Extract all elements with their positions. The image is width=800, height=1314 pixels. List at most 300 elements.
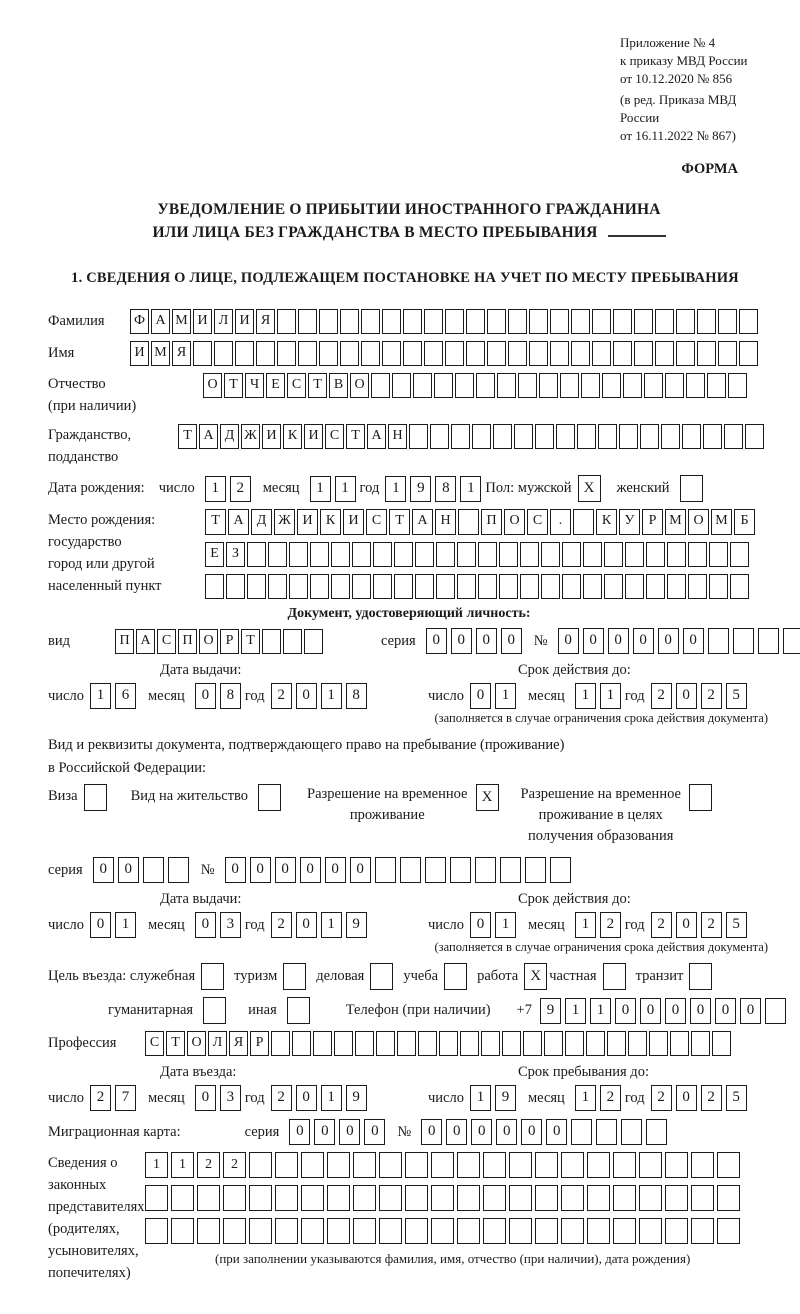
char-cell[interactable] <box>717 1218 740 1244</box>
char-cell[interactable] <box>271 1031 290 1056</box>
char-cell[interactable] <box>334 1031 353 1056</box>
char-cell[interactable] <box>665 1185 688 1211</box>
char-cell[interactable]: X <box>578 475 601 502</box>
char-cell[interactable]: 0 <box>296 1085 317 1111</box>
char-cell[interactable] <box>431 1152 454 1178</box>
char-cell[interactable] <box>697 309 716 334</box>
char-cell[interactable] <box>476 373 495 398</box>
char-cell[interactable] <box>560 373 579 398</box>
char-cell[interactable]: 0 <box>325 857 346 883</box>
char-cell[interactable] <box>535 1185 558 1211</box>
char-cell[interactable]: 0 <box>195 683 216 709</box>
char-cell[interactable]: А <box>199 424 218 449</box>
char-cell[interactable]: 0 <box>296 912 317 938</box>
char-cell[interactable]: 0 <box>250 857 271 883</box>
char-cell[interactable] <box>598 424 617 449</box>
char-cell[interactable] <box>415 542 434 567</box>
char-cell[interactable] <box>403 341 422 366</box>
char-cell[interactable] <box>689 963 712 990</box>
char-cell[interactable] <box>353 1218 376 1244</box>
char-cell[interactable] <box>379 1185 402 1211</box>
char-cell[interactable] <box>550 857 571 883</box>
char-cell[interactable] <box>201 963 224 990</box>
char-cell[interactable]: Р <box>642 509 663 535</box>
char-cell[interactable] <box>502 1031 521 1056</box>
char-cell[interactable]: А <box>228 509 249 535</box>
char-cell[interactable]: С <box>145 1031 164 1056</box>
char-cell[interactable] <box>235 341 254 366</box>
char-cell[interactable] <box>487 309 506 334</box>
char-cell[interactable] <box>623 373 642 398</box>
char-cell[interactable] <box>327 1185 350 1211</box>
char-cell[interactable]: О <box>504 509 525 535</box>
char-cell[interactable]: К <box>320 509 341 535</box>
char-cell[interactable]: 0 <box>715 998 736 1024</box>
char-cell[interactable]: О <box>199 629 218 654</box>
char-cell[interactable]: 9 <box>346 1085 367 1111</box>
char-cell[interactable] <box>424 341 443 366</box>
char-cell[interactable] <box>509 1185 532 1211</box>
char-cell[interactable] <box>327 1218 350 1244</box>
char-cell[interactable] <box>646 574 665 599</box>
char-cell[interactable]: 0 <box>608 628 629 654</box>
char-cell[interactable]: 1 <box>470 1085 491 1111</box>
char-cell[interactable] <box>539 373 558 398</box>
char-cell[interactable]: Т <box>241 629 260 654</box>
char-cell[interactable]: 0 <box>640 998 661 1024</box>
char-cell[interactable] <box>415 574 434 599</box>
char-cell[interactable] <box>424 309 443 334</box>
char-cell[interactable] <box>301 1185 324 1211</box>
char-cell[interactable]: 8 <box>220 683 241 709</box>
char-cell[interactable]: 0 <box>476 628 497 654</box>
char-cell[interactable] <box>509 1152 532 1178</box>
char-cell[interactable] <box>373 574 392 599</box>
char-cell[interactable] <box>497 373 516 398</box>
char-cell[interactable] <box>508 309 527 334</box>
char-cell[interactable]: 1 <box>495 912 516 938</box>
char-cell[interactable]: 0 <box>426 628 447 654</box>
char-cell[interactable] <box>688 542 707 567</box>
char-cell[interactable] <box>739 309 758 334</box>
char-cell[interactable]: 0 <box>289 1119 310 1145</box>
char-cell[interactable] <box>718 309 737 334</box>
char-cell[interactable] <box>665 1218 688 1244</box>
char-cell[interactable]: В <box>329 373 348 398</box>
char-cell[interactable]: И <box>262 424 281 449</box>
char-cell[interactable] <box>712 1031 731 1056</box>
char-cell[interactable]: 1 <box>460 476 481 502</box>
char-cell[interactable] <box>493 424 512 449</box>
char-cell[interactable]: 0 <box>364 1119 385 1145</box>
char-cell[interactable] <box>661 424 680 449</box>
char-cell[interactable] <box>644 373 663 398</box>
char-cell[interactable] <box>352 574 371 599</box>
char-cell[interactable] <box>289 542 308 567</box>
char-cell[interactable]: 2 <box>90 1085 111 1111</box>
char-cell[interactable] <box>655 309 674 334</box>
char-cell[interactable]: 0 <box>615 998 636 1024</box>
char-cell[interactable] <box>370 963 393 990</box>
char-cell[interactable]: Е <box>205 542 224 567</box>
char-cell[interactable] <box>670 1031 689 1056</box>
char-cell[interactable]: 2 <box>271 1085 292 1111</box>
char-cell[interactable] <box>640 424 659 449</box>
char-cell[interactable] <box>382 309 401 334</box>
char-cell[interactable]: Н <box>388 424 407 449</box>
char-cell[interactable]: 0 <box>446 1119 467 1145</box>
char-cell[interactable] <box>691 1031 710 1056</box>
char-cell[interactable]: 0 <box>470 683 491 709</box>
char-cell[interactable] <box>247 542 266 567</box>
char-cell[interactable] <box>500 857 521 883</box>
char-cell[interactable] <box>613 309 632 334</box>
char-cell[interactable] <box>287 997 310 1024</box>
char-cell[interactable] <box>621 1119 642 1145</box>
char-cell[interactable]: А <box>412 509 433 535</box>
char-cell[interactable]: Ч <box>245 373 264 398</box>
char-cell[interactable] <box>573 509 594 535</box>
char-cell[interactable]: М <box>711 509 732 535</box>
char-cell[interactable] <box>529 309 548 334</box>
char-cell[interactable] <box>340 341 359 366</box>
char-cell[interactable]: 0 <box>300 857 321 883</box>
char-cell[interactable]: 0 <box>339 1119 360 1145</box>
char-cell[interactable]: 2 <box>197 1152 220 1178</box>
char-cell[interactable] <box>413 373 432 398</box>
char-cell[interactable] <box>472 424 491 449</box>
char-cell[interactable]: 3 <box>220 912 241 938</box>
char-cell[interactable]: 0 <box>195 1085 216 1111</box>
char-cell[interactable] <box>457 1152 480 1178</box>
char-cell[interactable] <box>639 1185 662 1211</box>
char-cell[interactable]: 2 <box>651 912 672 938</box>
char-cell[interactable]: 0 <box>546 1119 567 1145</box>
char-cell[interactable] <box>256 341 275 366</box>
char-cell[interactable] <box>625 542 644 567</box>
char-cell[interactable] <box>613 1152 636 1178</box>
char-cell[interactable] <box>275 1185 298 1211</box>
char-cell[interactable]: 1 <box>495 683 516 709</box>
char-cell[interactable]: Р <box>250 1031 269 1056</box>
char-cell[interactable] <box>707 373 726 398</box>
char-cell[interactable]: Р <box>220 629 239 654</box>
char-cell[interactable] <box>353 1152 376 1178</box>
char-cell[interactable] <box>783 628 800 654</box>
char-cell[interactable] <box>587 1218 610 1244</box>
char-cell[interactable] <box>168 857 189 883</box>
char-cell[interactable] <box>379 1152 402 1178</box>
char-cell[interactable]: Ф <box>130 309 149 334</box>
char-cell[interactable] <box>628 1031 647 1056</box>
char-cell[interactable] <box>394 574 413 599</box>
char-cell[interactable]: 8 <box>435 476 456 502</box>
char-cell[interactable]: Д <box>220 424 239 449</box>
char-cell[interactable] <box>197 1185 220 1211</box>
char-cell[interactable] <box>745 424 764 449</box>
char-cell[interactable] <box>275 1218 298 1244</box>
char-cell[interactable] <box>457 1185 480 1211</box>
char-cell[interactable] <box>483 1185 506 1211</box>
char-cell[interactable] <box>455 373 474 398</box>
char-cell[interactable] <box>375 857 396 883</box>
char-cell[interactable]: 1 <box>171 1152 194 1178</box>
char-cell[interactable]: 5 <box>726 1085 747 1111</box>
char-cell[interactable]: Е <box>266 373 285 398</box>
char-cell[interactable] <box>518 373 537 398</box>
char-cell[interactable] <box>529 341 548 366</box>
char-cell[interactable] <box>541 542 560 567</box>
char-cell[interactable] <box>587 1185 610 1211</box>
char-cell[interactable] <box>171 1185 194 1211</box>
char-cell[interactable] <box>561 1152 584 1178</box>
char-cell[interactable] <box>283 963 306 990</box>
char-cell[interactable]: Д <box>251 509 272 535</box>
char-cell[interactable]: 2 <box>701 912 722 938</box>
char-cell[interactable]: С <box>366 509 387 535</box>
char-cell[interactable] <box>268 574 287 599</box>
char-cell[interactable] <box>577 424 596 449</box>
char-cell[interactable] <box>457 542 476 567</box>
char-cell[interactable] <box>292 1031 311 1056</box>
char-cell[interactable] <box>689 784 712 811</box>
char-cell[interactable] <box>425 857 446 883</box>
char-cell[interactable]: 2 <box>223 1152 246 1178</box>
char-cell[interactable] <box>619 424 638 449</box>
char-cell[interactable]: 2 <box>271 683 292 709</box>
char-cell[interactable] <box>665 373 684 398</box>
char-cell[interactable] <box>730 574 749 599</box>
char-cell[interactable] <box>649 1031 668 1056</box>
char-cell[interactable]: 1 <box>385 476 406 502</box>
char-cell[interactable]: 2 <box>600 912 621 938</box>
char-cell[interactable]: 0 <box>118 857 139 883</box>
char-cell[interactable]: 0 <box>90 912 111 938</box>
char-cell[interactable] <box>691 1152 714 1178</box>
char-cell[interactable] <box>397 1031 416 1056</box>
char-cell[interactable] <box>728 373 747 398</box>
char-cell[interactable] <box>665 1152 688 1178</box>
char-cell[interactable] <box>327 1152 350 1178</box>
char-cell[interactable] <box>203 997 226 1024</box>
char-cell[interactable]: Ж <box>274 509 295 535</box>
char-cell[interactable] <box>392 373 411 398</box>
char-cell[interactable]: 2 <box>271 912 292 938</box>
char-cell[interactable]: 9 <box>346 912 367 938</box>
char-cell[interactable]: 0 <box>225 857 246 883</box>
char-cell[interactable]: 0 <box>501 628 522 654</box>
char-cell[interactable] <box>249 1152 272 1178</box>
char-cell[interactable]: 2 <box>230 476 251 502</box>
char-cell[interactable] <box>405 1185 428 1211</box>
char-cell[interactable]: И <box>235 309 254 334</box>
char-cell[interactable] <box>667 542 686 567</box>
char-cell[interactable] <box>525 857 546 883</box>
char-cell[interactable]: П <box>481 509 502 535</box>
char-cell[interactable]: С <box>287 373 306 398</box>
char-cell[interactable]: 0 <box>275 857 296 883</box>
char-cell[interactable]: И <box>193 309 212 334</box>
char-cell[interactable]: 1 <box>335 476 356 502</box>
char-cell[interactable] <box>223 1218 246 1244</box>
char-cell[interactable] <box>403 309 422 334</box>
char-cell[interactable] <box>457 574 476 599</box>
char-cell[interactable] <box>730 542 749 567</box>
char-cell[interactable] <box>634 309 653 334</box>
char-cell[interactable] <box>602 373 621 398</box>
char-cell[interactable] <box>283 629 302 654</box>
char-cell[interactable] <box>223 1185 246 1211</box>
char-cell[interactable]: 1 <box>321 1085 342 1111</box>
char-cell[interactable] <box>603 963 626 990</box>
char-cell[interactable] <box>708 628 729 654</box>
char-cell[interactable] <box>581 373 600 398</box>
char-cell[interactable] <box>655 341 674 366</box>
char-cell[interactable]: С <box>527 509 548 535</box>
char-cell[interactable]: Б <box>734 509 755 535</box>
char-cell[interactable]: Я <box>229 1031 248 1056</box>
char-cell[interactable] <box>535 1218 558 1244</box>
char-cell[interactable]: Т <box>205 509 226 535</box>
char-cell[interactable] <box>487 341 506 366</box>
char-cell[interactable]: 1 <box>575 1085 596 1111</box>
char-cell[interactable] <box>371 373 390 398</box>
char-cell[interactable]: 0 <box>421 1119 442 1145</box>
char-cell[interactable] <box>451 424 470 449</box>
char-cell[interactable]: 0 <box>314 1119 335 1145</box>
char-cell[interactable]: Т <box>346 424 365 449</box>
char-cell[interactable] <box>268 542 287 567</box>
char-cell[interactable] <box>604 574 623 599</box>
char-cell[interactable] <box>613 1185 636 1211</box>
char-cell[interactable] <box>676 309 695 334</box>
char-cell[interactable] <box>466 309 485 334</box>
char-cell[interactable] <box>758 628 779 654</box>
char-cell[interactable] <box>571 1119 592 1145</box>
char-cell[interactable]: . <box>550 509 571 535</box>
char-cell[interactable] <box>571 341 590 366</box>
char-cell[interactable]: 0 <box>740 998 761 1024</box>
char-cell[interactable] <box>400 857 421 883</box>
char-cell[interactable] <box>376 1031 395 1056</box>
char-cell[interactable]: X <box>524 963 547 990</box>
char-cell[interactable]: 1 <box>565 998 586 1024</box>
char-cell[interactable]: Т <box>178 424 197 449</box>
char-cell[interactable] <box>436 542 455 567</box>
char-cell[interactable] <box>310 542 329 567</box>
char-cell[interactable] <box>739 341 758 366</box>
char-cell[interactable] <box>604 542 623 567</box>
char-cell[interactable] <box>535 1152 558 1178</box>
char-cell[interactable] <box>247 574 266 599</box>
char-cell[interactable]: А <box>136 629 155 654</box>
char-cell[interactable] <box>355 1031 374 1056</box>
char-cell[interactable]: Т <box>389 509 410 535</box>
char-cell[interactable]: 2 <box>701 1085 722 1111</box>
char-cell[interactable] <box>205 574 224 599</box>
char-cell[interactable] <box>499 574 518 599</box>
char-cell[interactable] <box>418 1031 437 1056</box>
char-cell[interactable]: 1 <box>321 683 342 709</box>
char-cell[interactable]: Т <box>224 373 243 398</box>
char-cell[interactable] <box>249 1218 272 1244</box>
char-cell[interactable]: 0 <box>496 1119 517 1145</box>
char-cell[interactable]: 0 <box>583 628 604 654</box>
char-cell[interactable]: И <box>343 509 364 535</box>
char-cell[interactable]: 9 <box>540 998 561 1024</box>
char-cell[interactable]: Н <box>435 509 456 535</box>
char-cell[interactable] <box>445 309 464 334</box>
char-cell[interactable] <box>382 341 401 366</box>
char-cell[interactable] <box>634 341 653 366</box>
char-cell[interactable] <box>298 341 317 366</box>
char-cell[interactable] <box>718 341 737 366</box>
char-cell[interactable] <box>450 857 471 883</box>
char-cell[interactable] <box>562 574 581 599</box>
char-cell[interactable] <box>436 574 455 599</box>
char-cell[interactable] <box>277 309 296 334</box>
char-cell[interactable] <box>478 542 497 567</box>
char-cell[interactable] <box>394 542 413 567</box>
char-cell[interactable]: С <box>157 629 176 654</box>
char-cell[interactable] <box>680 475 703 502</box>
char-cell[interactable] <box>275 1152 298 1178</box>
char-cell[interactable]: М <box>151 341 170 366</box>
char-cell[interactable] <box>596 1119 617 1145</box>
char-cell[interactable]: Т <box>166 1031 185 1056</box>
char-cell[interactable] <box>571 309 590 334</box>
char-cell[interactable] <box>84 784 107 811</box>
char-cell[interactable] <box>765 998 786 1024</box>
char-cell[interactable] <box>592 309 611 334</box>
char-cell[interactable] <box>607 1031 626 1056</box>
char-cell[interactable] <box>313 1031 332 1056</box>
char-cell[interactable]: 0 <box>195 912 216 938</box>
char-cell[interactable] <box>331 574 350 599</box>
char-cell[interactable]: 1 <box>600 683 621 709</box>
char-cell[interactable]: У <box>619 509 640 535</box>
char-cell[interactable] <box>583 574 602 599</box>
char-cell[interactable] <box>262 629 281 654</box>
char-cell[interactable]: 2 <box>651 1085 672 1111</box>
char-cell[interactable]: Я <box>172 341 191 366</box>
char-cell[interactable] <box>331 542 350 567</box>
char-cell[interactable] <box>319 309 338 334</box>
char-cell[interactable] <box>277 341 296 366</box>
char-cell[interactable] <box>592 341 611 366</box>
char-cell[interactable]: 9 <box>410 476 431 502</box>
char-cell[interactable] <box>145 1185 168 1211</box>
char-cell[interactable] <box>639 1218 662 1244</box>
char-cell[interactable] <box>444 963 467 990</box>
char-cell[interactable] <box>686 373 705 398</box>
char-cell[interactable]: М <box>665 509 686 535</box>
char-cell[interactable] <box>289 574 308 599</box>
char-cell[interactable]: 6 <box>115 683 136 709</box>
char-cell[interactable]: 0 <box>93 857 114 883</box>
char-cell[interactable]: 8 <box>346 683 367 709</box>
char-cell[interactable]: Л <box>214 309 233 334</box>
char-cell[interactable] <box>361 309 380 334</box>
char-cell[interactable]: О <box>187 1031 206 1056</box>
char-cell[interactable] <box>405 1152 428 1178</box>
char-cell[interactable] <box>709 574 728 599</box>
char-cell[interactable]: 0 <box>470 912 491 938</box>
char-cell[interactable]: П <box>115 629 134 654</box>
char-cell[interactable] <box>483 1152 506 1178</box>
char-cell[interactable] <box>481 1031 500 1056</box>
char-cell[interactable] <box>514 424 533 449</box>
